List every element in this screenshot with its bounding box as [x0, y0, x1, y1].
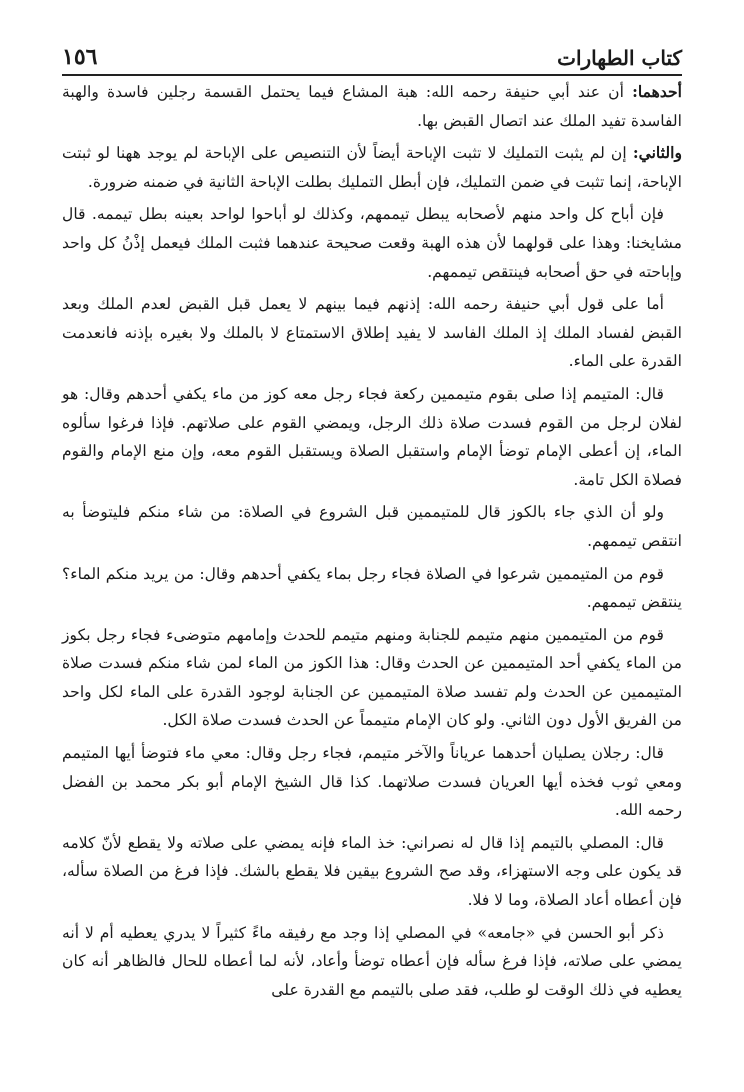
paragraph-text: قال: رجلان يصليان أحدهما عرياناً والآخر متيمم، فجاء رجل وقال: معي ماء فتوضأ أيها المتيمم ومعي ثوب فخذه أيها العريان فسدت صلاتهما. كذا قال الشيخ الإمام أبو بكر محمد بن الفضل رحمه الله.	[62, 744, 682, 820]
paragraph-lead: والثاني:	[632, 143, 682, 163]
paragraph-text: قوم من المتيممين شرعوا في الصلاة فجاء رجل بماء يكفي أحدهم وقال: من يريد منكم الماء؟ ينتقض تيممهم.	[62, 564, 682, 612]
paragraph-text: قوم من المتيممين منهم متيمم للجنابة ومنهم متيمم للحدث وإمامهم متوضىء فجاء رجل بكوز من الماء يكفي أحد المتيممين عن الحدث وقال: هذا الكوز من الماء لمن شاء منكم فسدت صلاة المتيممين عن الحدث ولم تفسد صلاة المتيممين عن الجنابة لوجود القدرة على الماء لكل واحد من الفريق الأول دون الثاني. ولو كان الإمام متيمماً عن الحدث فسدت صلاة الكل.	[62, 625, 682, 730]
paragraph-text: فإن أباح كل واحد منهم لأصحابه يبطل تيممهم، وكذلك لو أباحوا لواحد بعينه بطل تيممه. قال مشايخنا: وهذا على قولهما لأن هذه الهبة وقعت صحيحة عندهما فثبت الملك فيعمل إذْنُ كل واحد وإباحته في حق أصحابه فينتقص تيممهم.	[62, 205, 682, 281]
page-body	[62, 78, 682, 1008]
paragraph	[62, 621, 682, 735]
paragraph-text: قال: المتيمم إذا صلى بقوم متيممين ركعة فجاء رجل معه كوز من ماء يكفي أحدهم وقال: هو لفلان لرجل من القوم فسدت صلاة ذلك الرجل، ويمضي القوم على صلاتهم. فإذا فرغوا سألوه الماء، إن أعطى الإمام توضأ الإمام واستقبل الصلاة ويستقبل القوم معه، وإن منع الإمام والقوم فصلاة الكل تامة.	[62, 384, 682, 489]
paragraph-text: ولو أن الذي جاء بالكوز قال للمتيممين قبل الشروع في الصلاة: من شاء منكم فليتوضأ به انتقص تيممهم.	[62, 503, 682, 550]
paragraph	[62, 498, 682, 555]
paragraph	[62, 200, 682, 286]
paragraph	[62, 829, 682, 915]
page-number: ١٥٦	[62, 44, 98, 70]
paragraph	[62, 78, 682, 135]
paragraph	[62, 919, 682, 1005]
paragraph-text: قال: المصلي بالتيمم إذا قال له نصراني: خذ الماء فإنه يمضي على صلاته ولا يقطع لأنّ كلامه قد يكون على وجه الاستهزاء، وقد صح الشروع بيقين فلا يقطع بالشك. فإذا فرغ من الصلاة سأله، فإن أعطاه أعاد الصلاة، وما لا فلا.	[62, 833, 682, 910]
running-title: كتاب الطهارات	[557, 46, 682, 70]
paragraph-text: إن لم يثبت التمليك لا تثبت الإباحة أيضاً لأن التنصيص على الإباحة لم يوجد ههنا لو ثبتت الإباحة، إنما تثبت في ضمن التمليك، فإن أبطل التمليك بطلت الإباحة الثانية في ضمنه ضرورة.	[62, 144, 682, 191]
paragraph	[62, 560, 682, 617]
paragraph	[62, 290, 682, 376]
paragraph-text: أما على قول أبي حنيفة رحمه الله: إذنهم فيما بينهم لا يعمل قبل القبض لعدم الملك وبعد القبض لفساد الملك إذ الملك الفاسد لا يفيد إطلاق الاستمتاع لا بالملك ولا بغيره بإذنه فانعدمت القدرة على الماء.	[62, 295, 682, 371]
paragraph	[62, 139, 682, 196]
paragraph-lead: أحدهما:	[632, 82, 682, 101]
paragraph	[62, 739, 682, 825]
page-header	[62, 26, 682, 76]
paragraph-text: ذكر أبو الحسن في «جامعه» في المصلي إذا وجد مع رفيقه ماءً كثيراً لا يدري يعطيه أم لا أنه يمضي على صلاته، فإذا فرغ سأله فإن أعطاه توضأ وأعاد، لأنه لما أعطاه للحال فالظاهر أنه كان يعطيه في ذلك الوقت لو طلب، فقد صلى بالتيمم مع القدرة على	[62, 923, 682, 999]
paragraph-text: أن عند أبي حنيفة رحمه الله: هبة المشاع فيما يحتمل القسمة رجلين فاسدة والهبة الفاسدة تفيد الملك عند اتصال القبض بها.	[62, 83, 682, 130]
paragraph	[62, 380, 682, 494]
